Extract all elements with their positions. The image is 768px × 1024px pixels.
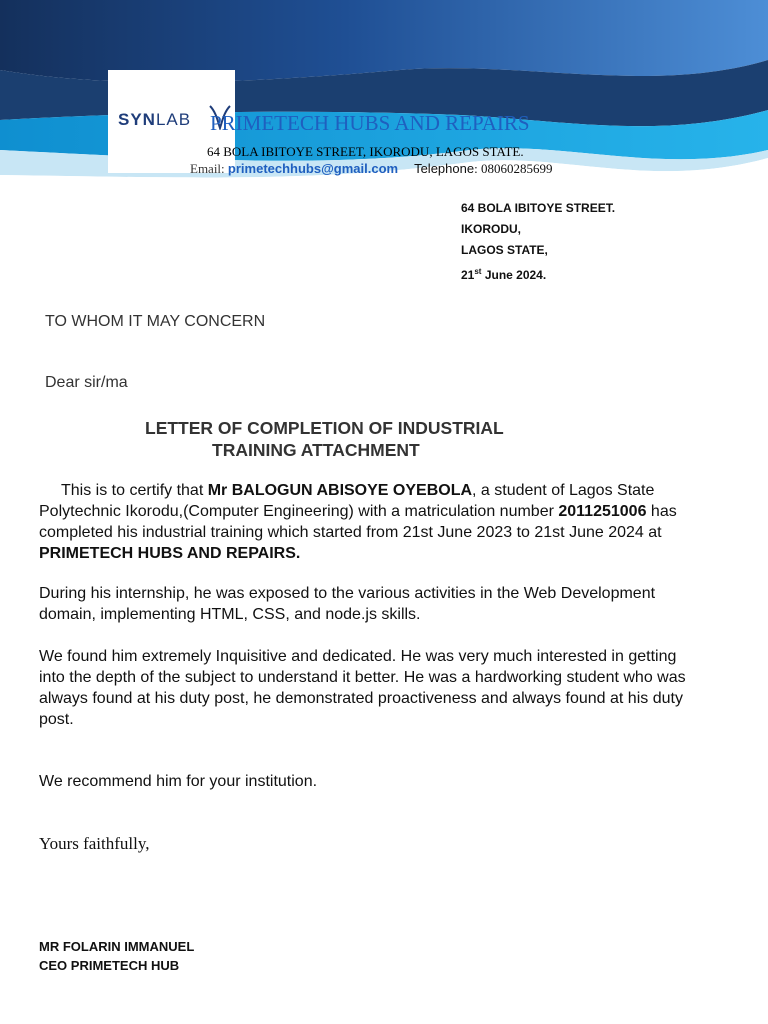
email-link[interactable]: primetechhubs@gmail.com (227, 161, 399, 176)
date-day: 21 (461, 268, 475, 282)
date-rest: June 2024. (481, 268, 547, 282)
student-name: Mr BALOGUN ABISOYE OYEBOLA (207, 482, 473, 499)
contact-line (190, 161, 552, 177)
salutation: Dear sir/ma (45, 374, 128, 391)
telephone-value: : 08060285699 (474, 161, 553, 176)
paragraph-internship: During his internship, he was exposed to the various activities in the Web Development domain, implementing HTML, CSS, and node.js skills. (39, 585, 656, 623)
address-line-1: 64 BOLA IBITOYE STREET. (461, 201, 616, 215)
company-address: 64 BOLA IBITOYE STREET, IKORODU, LAGOS STATE. (207, 144, 524, 159)
logo-lab-text: LAB (155, 110, 192, 129)
recipient-address (461, 198, 615, 286)
letter-title-line-1: LETTER OF COMPLETION OF INDUSTRIAL (145, 418, 504, 438)
letter-title (145, 417, 504, 461)
matric-number: 2011251006 (558, 503, 647, 520)
email-label: Email: (190, 161, 228, 176)
signatory-title: CEO PRIMETECH HUB (39, 958, 180, 973)
logo-syn-text: SYN (118, 110, 156, 129)
p1-dates: has completed his industrial training which started from 21st June 2023 to 21st June 2024 at (39, 503, 677, 541)
closing: Yours faithfully, (39, 834, 150, 853)
company-reference: PRIMETECH HUBS AND REPAIRS. (39, 545, 301, 562)
company-name: PRIMETECH HUBS AND REPAIRS (210, 111, 530, 135)
signatory-name: MR FOLARIN IMMANUEL (39, 939, 195, 954)
to-whom-heading: TO WHOM IT MAY CONCERN (45, 313, 266, 330)
paragraph-certification (39, 480, 699, 564)
address-line-3: LAGOS STATE, (461, 243, 548, 257)
letter-title-line-2: TRAINING ATTACHMENT (212, 440, 420, 460)
address-line-2: IKORODU, (461, 222, 521, 236)
paragraph-assessment: We found him extremely Inquisitive and dedicated. He was very much interested in getting into the depth of the subject to understand it better. He was a hardworking student who was always found at his duty post, he demonstrated proactiveness and always found at his duty post. (39, 648, 686, 728)
telephone-label: Telephone (414, 161, 475, 176)
paragraph-recommendation: We recommend him for your institution. (39, 773, 318, 790)
letter-date (461, 261, 615, 286)
p1-middle: , a student of Lagos State Polytechnic Ikorodu,(Computer Engineering) with a matriculation number (39, 482, 655, 520)
p1-intro: This is to certify that (61, 482, 208, 499)
date-suffix: st (474, 267, 482, 276)
logo-wordmark (118, 110, 191, 130)
